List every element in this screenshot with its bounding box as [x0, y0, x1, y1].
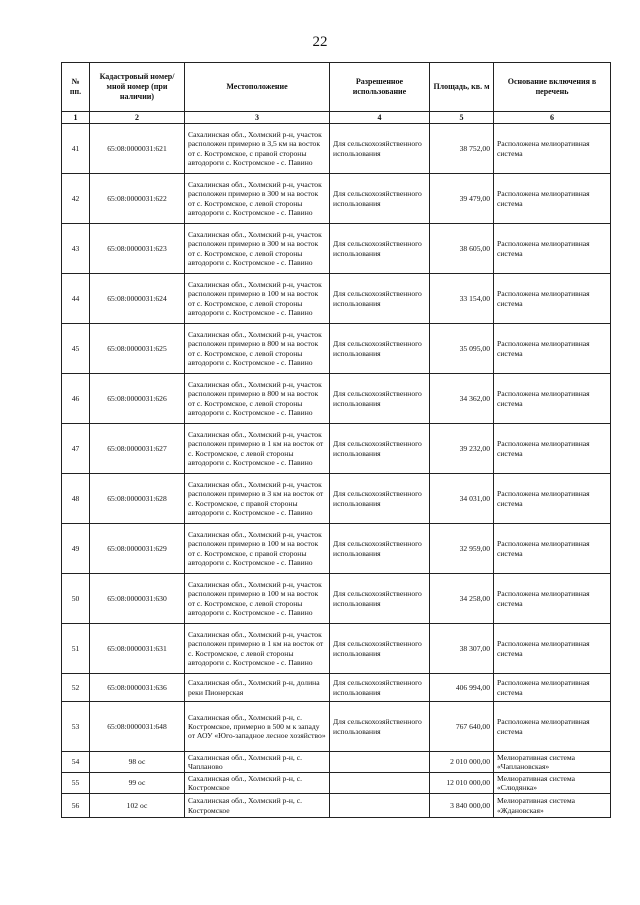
page-number: 22: [312, 34, 328, 50]
location: Сахалинская обл., Холмский р-н, участок расположен примерно в 100 м на восток от с. Костромское, с правой стороны автодороги с. Костромское - с. Павино: [185, 524, 330, 574]
area: 32 959,00: [430, 524, 494, 574]
cadastral-number: 65:08:0000031:622: [90, 174, 185, 224]
column-number: 1: [62, 112, 90, 124]
row-number: 55: [62, 773, 90, 794]
table-row: [62, 324, 611, 374]
inclusion-basis: Расположена мелиоративная система: [494, 574, 611, 624]
table-row: [62, 124, 611, 174]
row-number: 44: [62, 274, 90, 324]
permitted-use: Для сельскохозяйственного использования: [330, 624, 430, 674]
header-permitted-use: Разрешенное использование: [330, 63, 430, 112]
inclusion-basis: Расположена мелиоративная система: [494, 424, 611, 474]
row-number: 41: [62, 124, 90, 174]
cadastral-number: 65:08:0000031:631: [90, 624, 185, 674]
location: Сахалинская обл., Холмский р-н, участок расположен примерно в 3 км на восток от с. Костромское, с правой стороны автодороги с. Костромское - с. Павино: [185, 474, 330, 524]
table-row: [62, 424, 611, 474]
header-area: Площадь, кв. м: [430, 63, 494, 112]
column-number: 3: [185, 112, 330, 124]
permitted-use: Для сельскохозяйственного использования: [330, 224, 430, 274]
area: 3 840 000,00: [430, 794, 494, 818]
inclusion-basis: Расположена мелиоративная система: [494, 674, 611, 702]
table-row: [62, 574, 611, 624]
table-row: [62, 752, 611, 773]
inclusion-basis: Расположена мелиоративная система: [494, 524, 611, 574]
row-number: 43: [62, 224, 90, 274]
row-number: 50: [62, 574, 90, 624]
cadastral-number: 65:08:0000031:636: [90, 674, 185, 702]
row-number: 45: [62, 324, 90, 374]
cadastral-number: 65:08:0000031:648: [90, 702, 185, 752]
cadastral-number: 65:08:0000031:623: [90, 224, 185, 274]
location: Сахалинская обл., Холмский р-н, участок расположен примерно в 300 м на восток от с. Костромское, с левой стороны автодороги с. Костромское - с. Павино: [185, 224, 330, 274]
cadastral-number: 65:08:0000031:621: [90, 124, 185, 174]
table-row: [62, 794, 611, 818]
table-row: [62, 702, 611, 752]
permitted-use: Для сельскохозяйственного использования: [330, 274, 430, 324]
cadastral-number: 65:08:0000031:624: [90, 274, 185, 324]
location: Сахалинская обл., Холмский р-н, участок расположен примерно в 3,5 км на восток от с. Костромское, с правой стороны автодороги с. Костромское - с. Павино: [185, 124, 330, 174]
column-number: 4: [330, 112, 430, 124]
header-basis: Основание включения в перечень: [494, 63, 611, 112]
permitted-use: Для сельскохозяйственного использования: [330, 474, 430, 524]
area: 406 994,00: [430, 674, 494, 702]
row-number: 48: [62, 474, 90, 524]
table-row: [62, 624, 611, 674]
column-number: 6: [494, 112, 611, 124]
permitted-use: Для сельскохозяйственного использования: [330, 702, 430, 752]
row-number: 46: [62, 374, 90, 424]
area: 35 095,00: [430, 324, 494, 374]
inclusion-basis: Расположена мелиоративная система: [494, 624, 611, 674]
table-row: [62, 274, 611, 324]
permitted-use: [330, 773, 430, 794]
cadastral-number: 65:08:0000031:628: [90, 474, 185, 524]
column-number-row: [62, 112, 611, 124]
header-number: № пп.: [62, 63, 90, 112]
permitted-use: Для сельскохозяйственного использования: [330, 574, 430, 624]
area: 39 232,00: [430, 424, 494, 474]
permitted-use: Для сельскохозяйственного использования: [330, 174, 430, 224]
inclusion-basis: Расположена мелиоративная система: [494, 224, 611, 274]
permitted-use: Для сельскохозяйственного использования: [330, 324, 430, 374]
header-cadastral: Кадастровый номер/мной номер (при наличии): [90, 63, 185, 112]
location: Сахалинская обл., Холмский р-н, долина реки Пионерская: [185, 674, 330, 702]
table-row: [62, 174, 611, 224]
inclusion-basis: Мелиоративная система «Слюдянка»: [494, 773, 611, 794]
inclusion-basis: Расположена мелиоративная система: [494, 374, 611, 424]
cadastral-number: 65:08:0000031:625: [90, 324, 185, 374]
area: 34 362,00: [430, 374, 494, 424]
location: Сахалинская обл., Холмский р-н, с. Костромское: [185, 773, 330, 794]
inclusion-basis: Расположена мелиоративная система: [494, 274, 611, 324]
table-row: [62, 773, 611, 794]
table-row: [62, 674, 611, 702]
inclusion-basis: Мелиоративная система «Ждановская»: [494, 794, 611, 818]
permitted-use: Для сельскохозяйственного использования: [330, 524, 430, 574]
permitted-use: Для сельскохозяйственного использования: [330, 374, 430, 424]
location: Сахалинская обл., Холмский р-н, участок расположен примерно в 1 км на восток от с. Костромское, с левой стороны автодороги с. Костромское - с. Павино: [185, 424, 330, 474]
location: Сахалинская обл., Холмский р-н, с. Костромское, примерно в 500 м к западу от АОУ «Юго-западное лесное хозяйство»: [185, 702, 330, 752]
table-row: [62, 474, 611, 524]
table-row: [62, 224, 611, 274]
cadastral-number: 65:08:0000031:629: [90, 524, 185, 574]
row-number: 49: [62, 524, 90, 574]
row-number: 42: [62, 174, 90, 224]
cadastral-number: 65:08:0000031:626: [90, 374, 185, 424]
row-number: 51: [62, 624, 90, 674]
header-location: Местоположение: [185, 63, 330, 112]
area: 34 031,00: [430, 474, 494, 524]
table-row: [62, 524, 611, 574]
cadastral-number: 99 ос: [90, 773, 185, 794]
location: Сахалинская обл., Холмский р-н, с. Костромское: [185, 794, 330, 818]
area: 2 010 000,00: [430, 752, 494, 773]
permitted-use: [330, 752, 430, 773]
land-registry-table: [61, 62, 611, 818]
row-number: 54: [62, 752, 90, 773]
permitted-use: [330, 794, 430, 818]
row-number: 52: [62, 674, 90, 702]
area: 38 605,00: [430, 224, 494, 274]
cadastral-number: 65:08:0000031:627: [90, 424, 185, 474]
location: Сахалинская обл., Холмский р-н, участок расположен примерно в 100 м на восток от с. Костромское, с левой стороны автодороги с. Костромское - с. Павино: [185, 574, 330, 624]
inclusion-basis: Расположена мелиоративная система: [494, 324, 611, 374]
row-number: 47: [62, 424, 90, 474]
location: Сахалинская обл., Холмский р-н, участок расположен примерно в 300 м на восток от с. Костромское, с левой стороны автодороги с. Костромское - с. Павино: [185, 174, 330, 224]
column-number: 5: [430, 112, 494, 124]
inclusion-basis: Мелиоративная система «Чаплановская»: [494, 752, 611, 773]
location: Сахалинская обл., Холмский р-н, с. Чапланово: [185, 752, 330, 773]
row-number: 53: [62, 702, 90, 752]
row-number: 56: [62, 794, 90, 818]
location: Сахалинская обл., Холмский р-н, участок расположен примерно в 100 м на восток от с. Костромское, с левой стороны автодороги с. Костромское - с. Павино: [185, 274, 330, 324]
cadastral-number: 98 ос: [90, 752, 185, 773]
column-number: 2: [90, 112, 185, 124]
location: Сахалинская обл., Холмский р-н, участок расположен примерно в 1 км на восток от с. Костромское, с левой стороны автодороги с. Костромское - с. Павино: [185, 624, 330, 674]
inclusion-basis: Расположена мелиоративная система: [494, 702, 611, 752]
permitted-use: Для сельскохозяйственного использования: [330, 424, 430, 474]
inclusion-basis: Расположена мелиоративная система: [494, 124, 611, 174]
cadastral-number: 102 ос: [90, 794, 185, 818]
area: 33 154,00: [430, 274, 494, 324]
table-row: [62, 374, 611, 424]
inclusion-basis: Расположена мелиоративная система: [494, 474, 611, 524]
header-row: [62, 63, 611, 112]
area: 38 752,00: [430, 124, 494, 174]
area: 12 010 000,00: [430, 773, 494, 794]
area: 38 307,00: [430, 624, 494, 674]
location: Сахалинская обл., Холмский р-н, участок расположен примерно в 800 м на восток от с. Костромское, с левой стороны автодороги с. Костромское - с. Павино: [185, 324, 330, 374]
permitted-use: Для сельскохозяйственного использования: [330, 674, 430, 702]
cadastral-number: 65:08:0000031:630: [90, 574, 185, 624]
inclusion-basis: Расположена мелиоративная система: [494, 174, 611, 224]
area: 39 479,00: [430, 174, 494, 224]
location: Сахалинская обл., Холмский р-н, участок расположен примерно в 800 м на восток от с. Костромское, с левой стороны автодороги с. Костромское - с. Павино: [185, 374, 330, 424]
area: 767 640,00: [430, 702, 494, 752]
permitted-use: Для сельскохозяйственного использования: [330, 124, 430, 174]
area: 34 258,00: [430, 574, 494, 624]
